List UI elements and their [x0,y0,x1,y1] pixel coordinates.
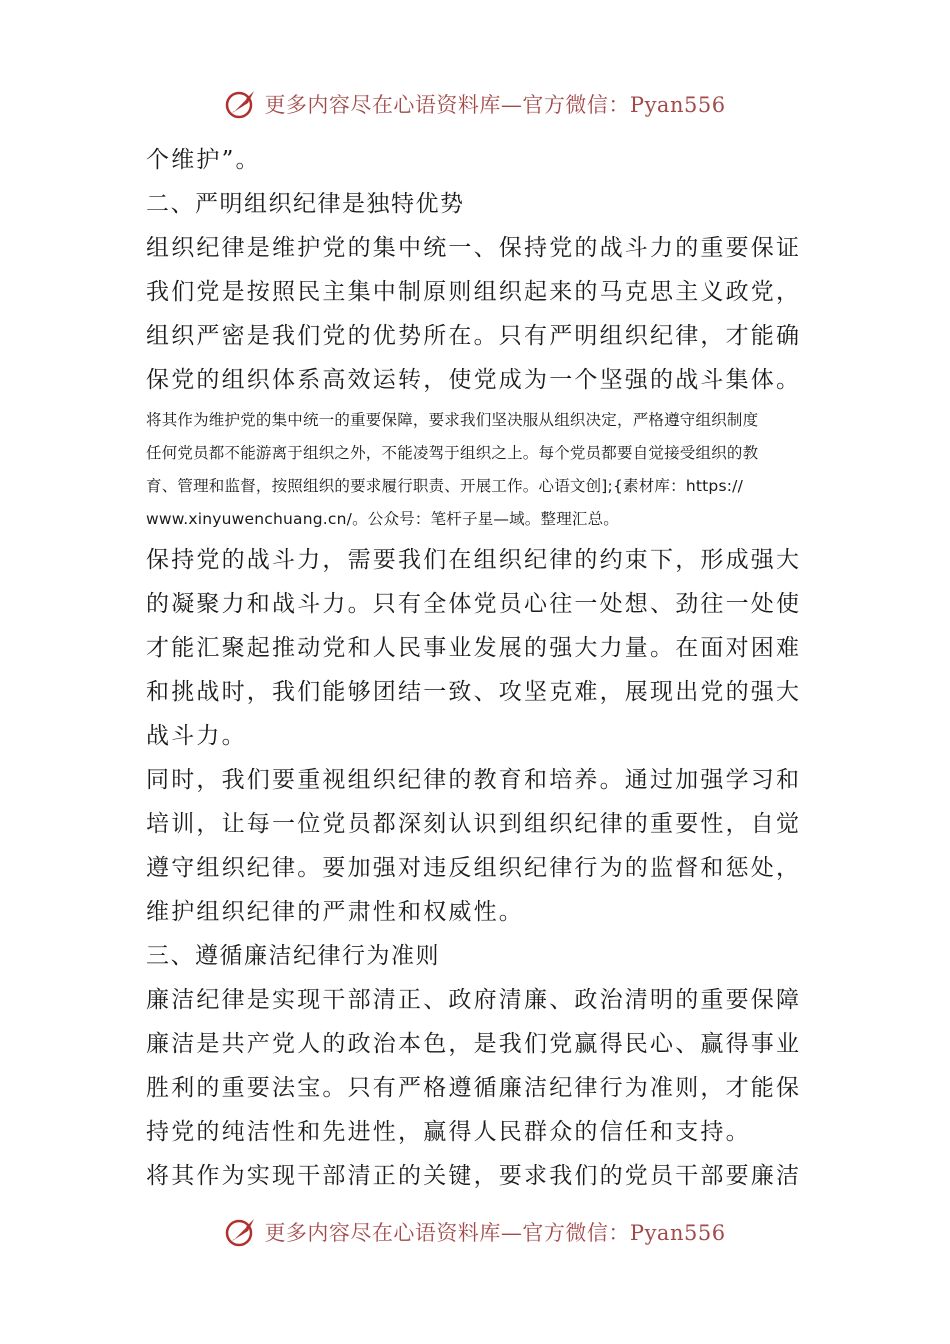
text-line: 胜利的重要法宝。只有严格遵循廉洁纪律行为准则，才能保 [146,1075,802,1101]
text-line: 廉洁是共产党人的政治本色，是我们党赢得民心、赢得事业 [146,1031,802,1057]
inserted-small-text [146,404,814,536]
text-line: 战斗力。 [146,723,247,749]
footer-banner-text: 更多内容尽在心语资料库—官方微信：Pyan556 [264,1221,726,1245]
text-line: 持党的纯洁性和先进性，赢得人民群众的信任和支持。 [146,1119,751,1145]
text-line: 遵守组织纪律。要加强对违反组织纪律行为的监督和惩处， [146,855,802,881]
text-line: 保持党的战斗力，需要我们在组织纪律的约束下，形成强大 [146,547,802,573]
text-line: 我们党是按照民主集中制原则组织起来的马克思主义政党， [146,279,802,305]
text-line: 保党的组织体系高效运转，使党成为一个坚强的战斗集体。 [146,367,802,393]
document-body [146,138,814,1198]
text-line: 维护组织纪律的严肃性和权威性。 [146,899,524,925]
footer-banner [0,1212,950,1252]
text-line: 将其作为实现干部清正的关键，要求我们的党员干部要廉洁 [146,1163,802,1189]
text-line: 培训，让每一位党员都深刻认识到组织纪律的重要性，自觉 [146,811,802,837]
small-text-line: 育、管理和监督，按照组织的要求履行职责、开展工作。心语文创];{素材库：https:// [146,477,743,495]
section-heading-2: 二、严明组织纪律是独特优势 [146,191,465,217]
text-line: 廉洁纪律是实现干部清正、政府清廉、政治清明的重要保障 [146,987,802,1013]
text-line: 同时，我们要重视组织纪律的教育和培养。通过加强学习和 [146,767,802,793]
quill-logo-icon [224,1215,258,1249]
header-banner [0,84,950,124]
text-line: 组织严密是我们党的优势所在。只有严明组织纪律，才能确 [146,323,802,349]
text-line: 的凝聚力和战斗力。只有全体党员心往一处想、劲往一处使 [146,591,802,617]
text-line: 和挑战时，我们能够团结一致、攻坚克难，展现出党的强大 [146,679,802,705]
small-text-line: 将其作为维护党的集中统一的重要保障，要求我们坚决服从组织决定，严格遵守组织制度 [146,411,759,429]
text-line: 才能汇聚起推动党和人民事业发展的强大力量。在面对困难 [146,635,802,661]
small-text-line: 任何党员都不能游离于组织之外，不能凌驾于组织之上。每个党员都要自觉接受组织的教 [146,444,759,462]
small-text-line: www.xinyuwenchuang.cn/。公众号：笔杆子星—域。整理汇总。 [146,510,619,528]
section-heading-3: 三、遵循廉洁纪律行为准则 [146,943,440,969]
text-line: 个维护”。 [146,147,261,173]
header-banner-text: 更多内容尽在心语资料库—官方微信：Pyan556 [264,93,726,117]
quill-logo-icon [224,87,258,121]
text-line: 组织纪律是维护党的集中统一、保持党的战斗力的重要保证 [146,235,802,261]
